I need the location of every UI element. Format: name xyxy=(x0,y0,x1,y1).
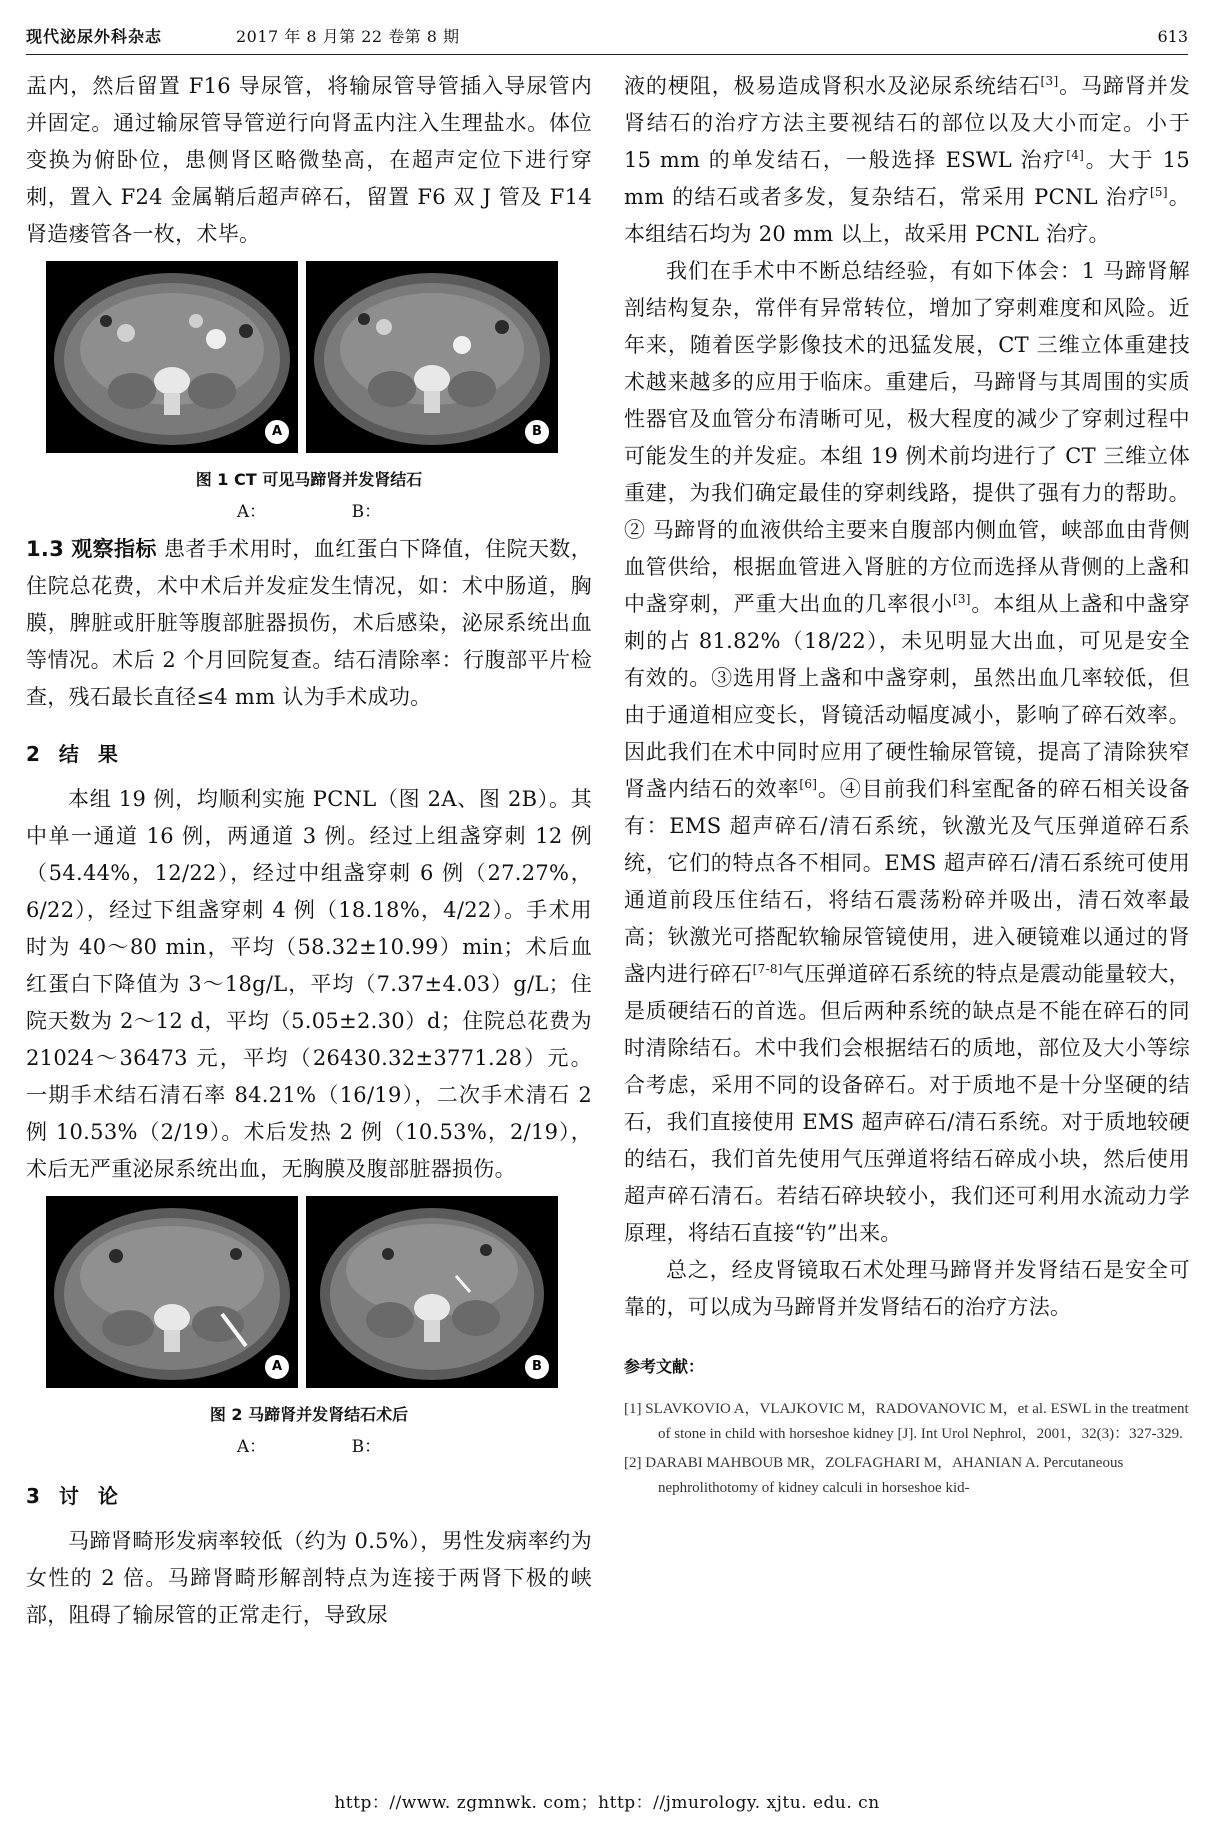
citation: [6] xyxy=(799,777,818,791)
figure-1 xyxy=(26,261,592,531)
citation: [3] xyxy=(952,592,971,606)
section-1-3-title: 观察指标 xyxy=(71,537,157,561)
figure-2 xyxy=(26,1196,592,1458)
figure-1-caption: 图 1 CT 可见马蹄肾并发肾结石 xyxy=(195,470,423,489)
figure-2-sub-a: A： xyxy=(236,1437,267,1457)
section-2-heading: 2 结 果 xyxy=(26,742,124,766)
ct-image-2a xyxy=(46,1196,298,1388)
section-2-text: 本组 19 例，均顺利实施 PCNL（图 2A、图 2B）。其中单一通道 16 例，两通道 3 例。经过上组盏穿刺 12 例（54.44%，12/22），经过中组盏穿刺 6 例（27.27%，6/22），经过下组盏穿刺 4 例（18.18%，4/22）。手术用时为 40～80 min，平均（58.32±10.99）min；术后血红蛋白下降值为 3～18g/L，平均（7.37±4.03）g/L；住院天数为 2～12 d，平均（5.05±2.30）d；住院总花费为 21024～36473 元，平均（26430.32±3771.28）元。一期手术结石清石率 84.21%（16/19），二次手术清石 2 例 10.53%（2/19）。术后发热 2 例（10.53%，2/19），术后无严重泌尿系统出血，无胸膜及腹部脏器损伤。 xyxy=(26,787,592,1181)
citation: [3] xyxy=(1040,74,1059,88)
panel-label-a: A xyxy=(264,1354,290,1380)
text-run: 。马蹄肾并发肾结石的治疗方法主要视结石的部位以及大小而定。小于 15 mm 的单发结石，一般选择 ESWL 治疗 xyxy=(624,74,1190,172)
section-3-text: 马蹄肾畸形发病率较低（约为 0.5%），男性发病率约为女性的 2 倍。马蹄肾畸形解剖特点为连接于两肾下极的峡部，阻碍了输尿管的正常走行，导致尿 xyxy=(26,1529,592,1627)
left-column xyxy=(26,68,592,1634)
reference-item: [2] DARABI MAHBOUB MR，ZOLFAGHARI M，AHANIAN A. Percutaneous nephrolithotomy of kidney calculi in horseshoe kid- xyxy=(624,1455,1124,1496)
paragraph-conclusion: 总之，经皮肾镜取石术处理马蹄肾并发肾结石是安全可靠的，可以成为马蹄肾并发肾结石的治疗方法。 xyxy=(624,1258,1190,1319)
section-1-3-text: 患者手术用时，血红蛋白下降值，住院天数，住院总花费，术中术后并发症发生情况，如：术中肠道，胸膜，脾脏或肝脏等腹部脏器损伤，术后感染，泌尿系统出血等情况。术后 2 个月回院复查。结石清除率：行腹部平片检查，残石最长直径≤4 mm 认为手术成功。 xyxy=(26,537,593,709)
ct-image-1a xyxy=(46,261,298,453)
paragraph-method-end: 盂内，然后留置 F16 导尿管，将输尿管导管插入导尿管内并固定。通过输尿管导管逆行向肾盂内注入生理盐水。体位变换为俯卧位，患侧肾区略微垫高，在超声定位下进行穿刺，置入 F24 金属鞘后超声碎石，留置 F6 双 J 管及 F14 肾造瘘管各一枚，术毕。 xyxy=(26,74,592,246)
figure-1-subcaptions xyxy=(26,497,592,522)
section-1-3 xyxy=(26,531,592,716)
references-heading: 参考文献： xyxy=(624,1357,705,1376)
text-run: 液的梗阻，极易造成肾积水及泌尿系统结石 xyxy=(624,74,1041,98)
section-1-3-number: 1.3 xyxy=(26,537,65,561)
panel-label-b: B xyxy=(524,419,550,445)
ct-image-1b xyxy=(306,261,558,453)
journal-name: 现代泌尿外科杂志 xyxy=(26,27,163,46)
citation: [4] xyxy=(1066,148,1085,162)
panel-label-b: B xyxy=(524,1354,550,1380)
running-header xyxy=(26,20,1188,55)
text-run: 。大于 15 mm 的结石或者多发，复杂结石，常采用 PCNL 治疗 xyxy=(624,148,1190,209)
figure-2-caption: 图 2 马蹄肾并发肾结石术后 xyxy=(209,1405,409,1424)
citation: [7-8] xyxy=(752,962,783,976)
paragraph-experience xyxy=(624,253,1190,1252)
paragraph-treatment xyxy=(624,68,1190,253)
footer-urls: http：//www. zgmnwk. com；http：//jmurology. xjtu. edu. cn xyxy=(334,1793,880,1813)
text-run: 。④目前我们科室配备的碎石相关设备有：EMS 超声碎石/清石系统，钬激光及气压弹道碎石系统，它们的特点各不相同。EMS 超声碎石/清石系统可使用通道前段压住结石，将结石震荡粉碎并吸出，清石效率最高；钬激光可搭配软输尿管镜使用，进入硬镜难以通过的肾盏内进行碎石 xyxy=(624,777,1190,986)
text-run: 气压弹道碎石系统的特点是震动能量较大，是质硬结石的首选。但后两种系统的缺点是不能在碎石的同时清除结石。术中我们会根据结石的质地，部位及大小等综合考虑，采用不同的设备碎石。对于质地不是十分坚硬的结石，我们直接使用 EMS 超声碎石/清石系统。对于质地较硬的结石，我们首先使用气压弹道将结石碎成小块，然后使用超声碎石清石。若结石碎块较小，我们还可利用水流动力学原理，将结石直接“钓”出来。 xyxy=(624,962,1190,1245)
right-column xyxy=(624,68,1190,1505)
reference-item: [1] SLAVKOVIO A，VLAJKOVIC M，RADOVANOVIC M，et al. ESWL in the treatment of stone in child with horseshoe kidney [J]. Int Urol Nephrol，2001，32(3)：327-329. xyxy=(624,1401,1189,1442)
figure-2-sub-b: B： xyxy=(351,1437,382,1457)
issue-info: 2017 年 8 月第 22 卷第 8 期 xyxy=(236,27,460,46)
ct-image-2b xyxy=(306,1196,558,1388)
panel-label-a: A xyxy=(264,419,290,445)
text-run: 。本组结石均为 20 mm 以上，故采用 PCNL 治疗。 xyxy=(624,185,1190,246)
text-run: 。本组从上盏和中盏穿刺的占 81.82%（18/22），未见明显大出血，可见是安全有效的。③选用肾上盏和中盏穿刺，虽然出血几率较低，但由于通道相应变长，肾镜活动幅度减小，影响了碎石效率。因此我们在术中同时应用了硬性输尿管镜，提高了清除狭窄肾盏内结石的效率 xyxy=(624,592,1191,801)
figure-2-subcaptions xyxy=(26,1432,592,1457)
section-3-heading: 3 讨 论 xyxy=(26,1484,124,1508)
figure-1-sub-a: A： xyxy=(236,502,267,522)
citation: [5] xyxy=(1149,185,1168,199)
figure-1-sub-b: B： xyxy=(351,502,382,522)
page-number: 613 xyxy=(1157,27,1188,46)
text-run: 我们在手术中不断总结经验，有如下体会：1 马蹄肾解剖结构复杂，常伴有异常转位，增加了穿刺难度和风险。近年来，随着医学影像技术的迅猛发展，CT 三维立体重建技术越来越多的应用于临床。重建后，马蹄肾与其周围的实质性器官及血管分布清晰可见，极大程度的减少了穿刺过程中可能发生的并发症。本组 19 例术前均进行了 CT 三维立体重建，为我们确定最佳的穿刺线路，提供了强有力的帮助。② 马蹄肾的血液供给主要来自腹部内侧血管，峡部血由背侧血管供给，根据血管进入肾脏的方位而选择从背侧的上盏和中盏穿刺，严重大出血的几率很小 xyxy=(624,259,1190,616)
